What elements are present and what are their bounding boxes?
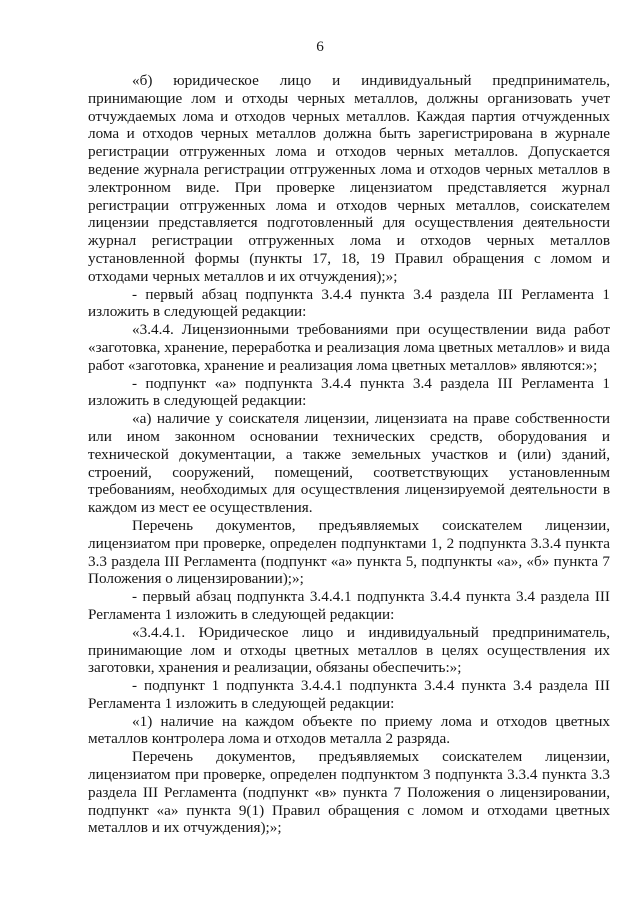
paragraph: «а) наличие у соискателя лицензии, лицензиата на праве собственности или ином законном основании технических средств, оборудования и технической документации, а также земельных участков и (или) зданий, строений, сооружений, помещений, соответствующих установленным требованиям, необходимых для осуществления лицензируемой деятельности в каждом из мест ее осуществления.	[88, 410, 610, 517]
paragraph: «б) юридическое лицо и индивидуальный предприниматель, принимающие лом и отходы черных металлов, должны организовать учет отчуждаемых лома и отходов черных металлов. Каждая партия отчужденных лома и отходов черных металлов должна быть зарегистрирована в журнале регистрации отгруженных лома и отходов черных металлов. Допускается ведение журнала регистрации отгруженных лома и отходов черных металлов в электронном виде. При проверке лицензиатом представляется журнал регистрации отгруженных лома и отходов черных металлов, соискателем лицензии представляется подготовленный для осуществления деятельности журнал регистрации отгруженных лома и отходов черных металлов установленной формы (пункты 17, 18, 19 Правил обращения с ломом и отходами черных металлов и их отчуждения);»;	[88, 72, 610, 285]
paragraph: «3.4.4.1. Юридическое лицо и индивидуальный предприниматель, принимающие лом и отходы цветных металлов в целях осуществления их заготовки, хранения и реализации, обязаны обеспечить:»;	[88, 623, 610, 677]
paragraph: - подпункт «а» подпункта 3.4.4 пункта 3.4 раздела III Регламента 1 изложить в следующей редакции:	[88, 374, 610, 410]
paragraph: «1) наличие на каждом объекте по приему лома и отходов цветных металлов контролера лома и отходов металла 2 разряда.	[88, 712, 610, 748]
paragraph: - подпункт 1 подпункта 3.4.4.1 подпункта 3.4.4 пункта 3.4 раздела III Регламента 1 изложить в следующей редакции:	[88, 677, 610, 712]
paragraph: - первый абзац подпункта 3.4.4 пункта 3.4 раздела III Регламента 1 изложить в следующей редакции:	[88, 285, 610, 321]
paragraph: Перечень документов, предъявляемых соискателем лицензии, лицензиатом при проверке, определен подпунктом 3 подпункта 3.3.4 пункта 3.3 раздела III Регламента (подпункт «в» пункта 7 Положения о лицензировании, подпункт «а» пункта 9(1) Правил обращения с ломом и отходами цветных металлов и их отчуждения);»;	[88, 748, 610, 837]
paragraph: Перечень документов, предъявляемых соискателем лицензии, лицензиатом при проверке, определен подпунктами 1, 2 подпункта 3.3.4 пункта 3.3 раздела III Регламента (подпункт «а» пункта 5, подпункты «а», «б» пункта 7 Положения о лицензировании);»;	[88, 516, 610, 588]
paragraph: - первый абзац подпункта 3.4.4.1 подпункта 3.4.4 пункта 3.4 раздела III Регламента 1 изложить в следующей редакции:	[88, 588, 610, 623]
page-number: 6	[316, 38, 324, 55]
paragraph: «3.4.4. Лицензионными требованиями при осуществлении вида работ «заготовка, хранение, переработка и реализация лома цветных металлов» и вида работ «заготовка, хранение и реализация лома цветных металлов» являются:»;	[88, 321, 610, 374]
document-body	[88, 72, 610, 837]
